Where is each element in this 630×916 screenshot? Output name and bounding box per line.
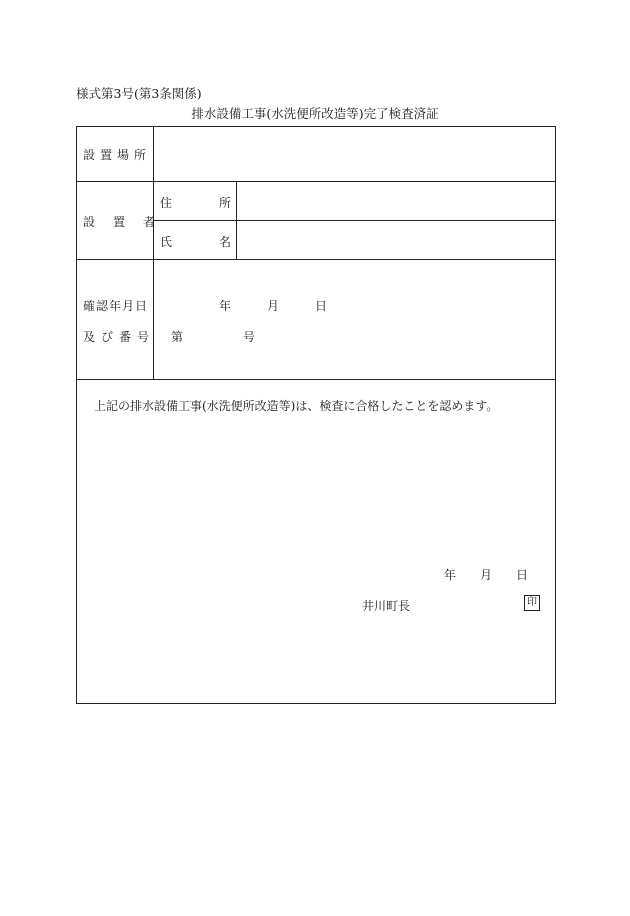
divider-row-1 xyxy=(77,181,555,182)
divider-row-2 xyxy=(77,259,555,260)
installer-label xyxy=(83,213,174,230)
name-label-char-1: 氏 xyxy=(160,235,173,249)
issue-year: 年 xyxy=(444,568,457,582)
issue-day: 日 xyxy=(516,568,529,582)
issue-month: 月 xyxy=(480,568,493,582)
number-prefix: 第 xyxy=(171,330,184,344)
confirm-day: 日 xyxy=(315,299,328,313)
address-field[interactable] xyxy=(240,184,550,218)
installer-label-text: 設置者 xyxy=(83,215,174,229)
divider-address-name xyxy=(153,220,555,221)
name-label-char-2: 名 xyxy=(219,235,232,249)
confirm-date-label: 確認年月日 xyxy=(83,299,149,313)
location-label: 設置場所 xyxy=(83,148,152,162)
sublabel-column-divider xyxy=(236,181,237,259)
certification-statement: 上記の排水設備工事(水洗便所改造等)は、検査に合格したことを認めます。 xyxy=(94,399,499,413)
seal-mark: 印 xyxy=(524,595,540,611)
confirm-number-label: 及び番号 xyxy=(83,330,156,344)
document-title: 排水設備工事(水洗便所改造等)完了検査済証 xyxy=(191,106,439,121)
location-field[interactable] xyxy=(160,132,550,177)
address-label-char-1: 住 xyxy=(160,196,173,210)
divider-row-3 xyxy=(77,379,555,380)
form-number: 様式第3号(第3条関係) xyxy=(76,86,202,101)
confirm-year: 年 xyxy=(219,299,232,313)
address-label-char-2: 所 xyxy=(219,196,232,210)
number-suffix: 号 xyxy=(243,330,256,344)
name-field[interactable] xyxy=(240,223,550,257)
issuer-name: 井川町長 xyxy=(362,599,411,613)
confirm-month: 月 xyxy=(267,299,280,313)
